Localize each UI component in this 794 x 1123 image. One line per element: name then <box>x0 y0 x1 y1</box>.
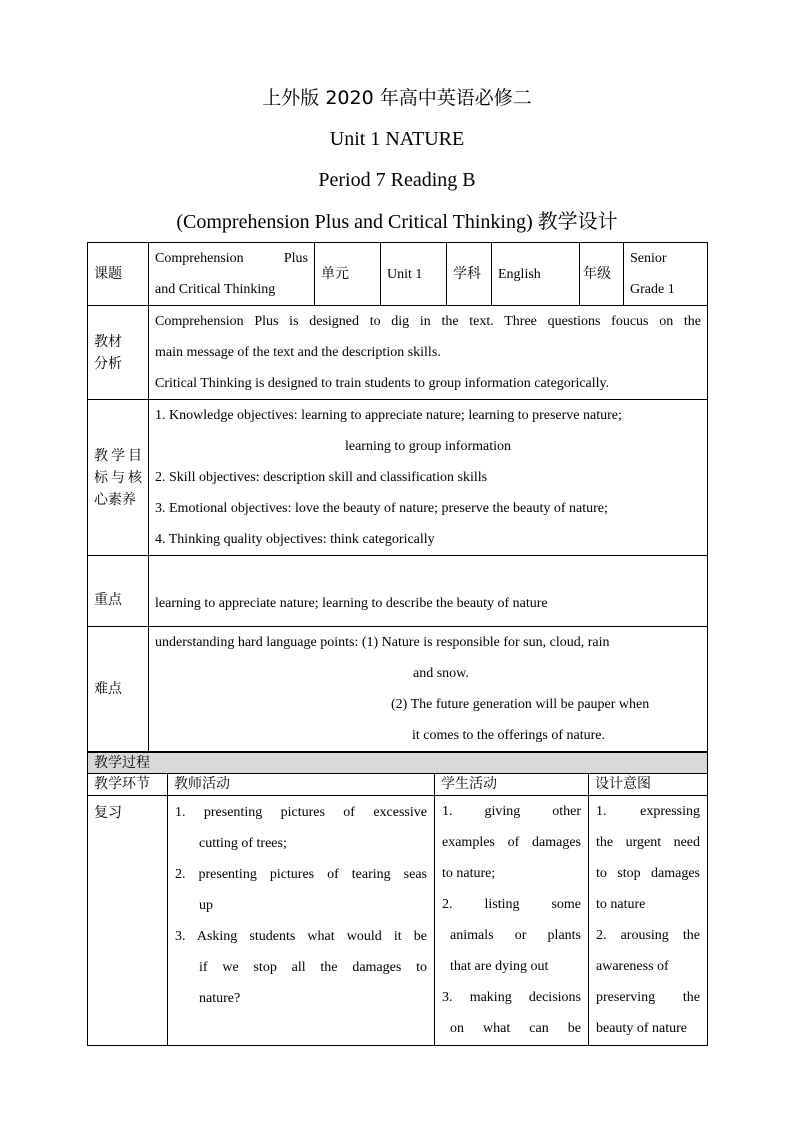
topic-label: 课题 <box>88 243 149 306</box>
topic-line1: Comprehension Plus <box>155 251 308 266</box>
difficulty-line3: (2) The future generation will be pauper when <box>391 697 650 712</box>
grade-value <box>624 243 708 306</box>
intent-line6: awareness of <box>596 959 669 974</box>
objective-line5: 4. Thinking quality objectives: think categorically <box>155 532 435 547</box>
header-student: 学生活动 <box>435 774 589 796</box>
key-point-label: 重点 <box>88 556 149 627</box>
intent-line1: 1. expressing <box>596 804 700 819</box>
analysis-content <box>149 306 708 400</box>
teacher-line7: nature? <box>199 991 241 1006</box>
student-line7: 3. making decisions <box>442 990 581 1005</box>
teacher-line5: 3. Asking students what would it be <box>175 929 427 944</box>
teacher-line3: 2. presenting pictures of tearing seas <box>175 867 427 882</box>
objective-line4: 3. Emotional objectives: love the beauty of nature; preserve the beauty of nature; <box>155 501 608 516</box>
process-title: 教学过程 <box>88 753 708 774</box>
topic-line2: and Critical Thinking <box>155 282 276 297</box>
student-line1: 1. giving other <box>442 804 581 819</box>
student-line6: that are dying out <box>450 959 549 974</box>
objectives-label: 教学目标与核心素养 <box>88 400 149 556</box>
analysis-line3: Critical Thinking is designed to train students to group information categorically. <box>155 376 610 391</box>
student-line2: examples of damages <box>442 835 581 850</box>
teacher-line6: if we stop all the damages to <box>199 960 427 975</box>
grade-line2: Grade 1 <box>630 282 675 297</box>
intent-line2: the urgent need <box>596 835 700 850</box>
objective-line1: 1. Knowledge objectives: learning to appreciate nature; learning to preserve nature; <box>155 408 622 423</box>
grade-label: 年级 <box>580 243 624 306</box>
header-step: 教学环节 <box>88 774 168 796</box>
teacher-activities <box>168 796 435 1046</box>
student-line8: on what can be <box>450 1021 581 1036</box>
intent-line3: to stop damages <box>596 866 700 881</box>
difficulty-label: 难点 <box>88 627 149 752</box>
doc-title-line1: 上外版 2020 年高中英语必修二 <box>262 87 532 109</box>
difficulty-line4: it comes to the offerings of nature. <box>412 728 605 743</box>
teacher-line1: 1. presenting pictures of excessive <box>175 805 427 820</box>
intent-line8: beauty of nature <box>596 1021 687 1036</box>
intent-line7: preserving the <box>596 990 700 1005</box>
header-teacher: 教师活动 <box>168 774 435 796</box>
difficulty-content <box>149 627 708 752</box>
intent-line4: to nature <box>596 897 646 912</box>
student-activities <box>435 796 589 1046</box>
header-intent: 设计意图 <box>589 774 708 796</box>
teacher-line2: cutting of trees; <box>199 836 287 851</box>
subject-value: English <box>492 243 580 306</box>
lesson-info-table <box>87 242 708 752</box>
analysis-line2: main message of the text and the description skills. <box>155 345 441 360</box>
unit-value: Unit 1 <box>381 243 447 306</box>
teaching-process-table <box>87 752 708 1046</box>
analysis-label: 教材分析 <box>88 306 149 400</box>
doc-title-line4: (Comprehension Plus and Critical Thinking) 教学设计 <box>176 211 618 233</box>
analysis-line1: Comprehension Plus is designed to dig in the text. Three questions foucus on the <box>155 314 701 329</box>
student-line5: animals or plants <box>450 928 581 943</box>
step-review: 复习 <box>88 796 168 1046</box>
subject-label: 学科 <box>447 243 492 306</box>
teacher-line4: up <box>199 898 213 913</box>
topic-value <box>149 243 315 306</box>
grade-line1: Senior <box>630 251 667 266</box>
key-point-content: learning to appreciate nature; learning to describe the beauty of nature <box>149 556 708 627</box>
doc-title-line2: Unit 1 NATURE <box>329 128 465 150</box>
objective-line3: 2. Skill objectives: description skill and classification skills <box>155 470 488 485</box>
objective-line2: learning to group information <box>344 439 512 454</box>
student-line4: 2. listing some <box>442 897 581 912</box>
doc-title-line3: Period 7 Reading B <box>318 169 476 191</box>
unit-label: 单元 <box>315 243 381 306</box>
difficulty-line2: and snow. <box>413 666 469 681</box>
intent-line5: 2. arousing the <box>596 928 700 943</box>
difficulty-line1: understanding hard language points: (1) Nature is responsible for sun, cloud, rain <box>155 635 610 650</box>
student-line3: to nature; <box>442 866 496 881</box>
objectives-content <box>149 400 708 556</box>
design-intent <box>589 796 708 1046</box>
